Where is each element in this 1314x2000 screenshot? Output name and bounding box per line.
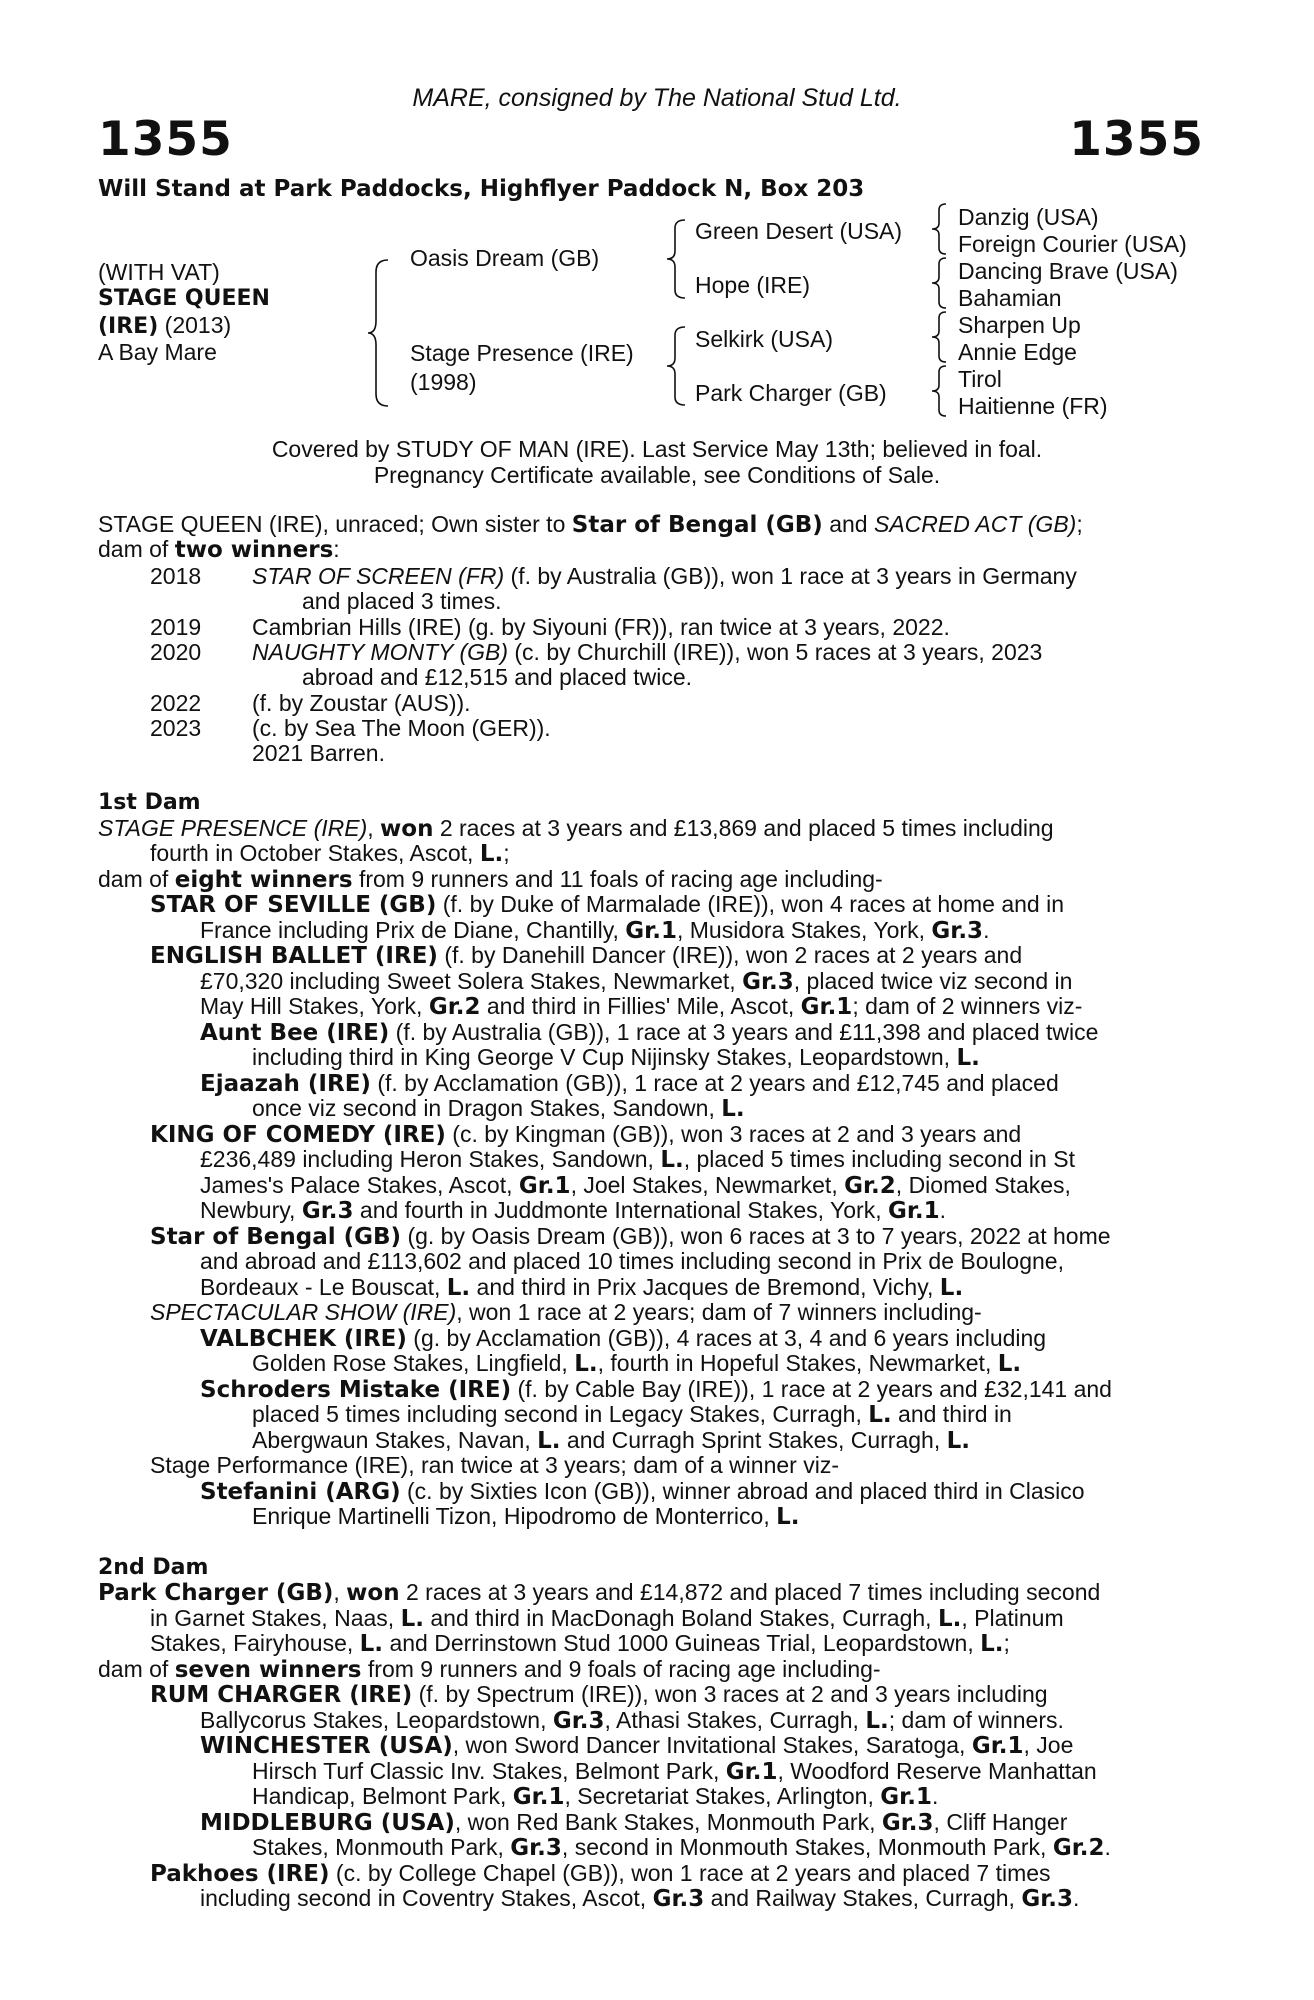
progeny-entry: WINCHESTER (USA), won Sword Dancer Invitational Stakes, Saratoga, Gr.1, Joe: [200, 1732, 1074, 1759]
grandsire-4: Bahamian: [958, 285, 1062, 311]
dam-brace-icon: [665, 325, 689, 407]
first-dam-heading: 1st Dam: [98, 790, 201, 815]
covered-line-1: Covered by STUDY OF MAN (IRE). Last Service May 13th; believed in foal.: [271, 436, 1043, 462]
produce-year: 2020: [150, 639, 202, 665]
g-brace-1-icon: [930, 202, 950, 256]
g-brace-4-icon: [930, 364, 950, 418]
second-dam-line: Park Charger (GB), won 2 races at 3 years and £14,872 and placed 7 times including second: [98, 1579, 1101, 1606]
covered-line-2: Pregnancy Certificate available, see Conditions of Sale.: [373, 462, 941, 488]
grandsire-1: Danzig (USA): [958, 204, 1099, 230]
progeny-entry: KING OF COMEDY (IRE) (c. by Kingman (GB)), won 3 races at 2 and 3 years and: [150, 1121, 1022, 1148]
produce-year: 2022: [150, 690, 202, 716]
progeny-entry-cont: May Hill Stakes, York, Gr.2 and third in Fillies' Mile, Ascot, Gr.1; dam of 2 winners viz-: [200, 993, 1083, 1020]
progeny-entry-cont: including second in Coventry Stakes, Ascot, Gr.3 and Railway Stakes, Curragh, Gr.3.: [200, 1885, 1080, 1912]
grandsire-7: Tirol: [958, 366, 1002, 392]
g-brace-3-icon: [930, 310, 950, 364]
progeny-entry-cont: £70,320 including Sweet Solera Stakes, Newmarket, Gr.3, placed twice viz second in: [200, 968, 1073, 995]
produce-entry: (c. by Sea The Moon (GER)).: [252, 715, 551, 741]
produce-entry-cont: and placed 3 times.: [302, 588, 502, 614]
second-dam-heading: 2nd Dam: [98, 1555, 209, 1580]
sire-brace-icon: [665, 218, 689, 300]
progeny-entry: MIDDLEBURG (USA), won Red Bank Stakes, Monmouth Park, Gr.3, Cliff Hanger: [200, 1809, 1068, 1836]
progeny-entry: Stage Performance (IRE), ran twice at 3 years; dam of a winner viz-: [150, 1452, 839, 1478]
barren-note: 2021 Barren.: [252, 740, 385, 766]
progeny-entry-cont: including third in King George V Cup Nijinsky Stakes, Leopardstown, L.: [252, 1044, 980, 1071]
produce-year: 2018: [150, 563, 202, 589]
sire: Oasis Dream (GB): [410, 245, 600, 271]
progeny-entry-cont: Golden Rose Stakes, Lingfield, L., fourth in Hopeful Stakes, Newmarket, L.: [252, 1350, 1022, 1377]
progeny-entry: STAR OF SEVILLE (GB) (f. by Duke of Marmalade (IRE)), won 4 races at home and in: [150, 891, 1065, 918]
lot-number-left: 1355: [98, 112, 233, 167]
progeny-entry-cont: placed 5 times including second in Legacy Stakes, Curragh, L. and third in: [252, 1401, 1012, 1428]
horse-description: A Bay Mare: [98, 339, 217, 365]
main-brace-icon: [366, 258, 392, 408]
dam: Stage Presence (IRE): [410, 340, 634, 366]
first-dam-line: fourth in October Stakes, Ascot, L.;: [150, 840, 510, 867]
progeny-entry-cont: Hirsch Turf Classic Inv. Stakes, Belmont Park, Gr.1, Woodford Reserve Manhattan: [252, 1758, 1097, 1785]
second-dam-line: in Garnet Stakes, Naas, L. and third in MacDonagh Boland Stakes, Curragh, L., Platinum: [150, 1605, 1064, 1632]
horse-country-year: [98, 312, 231, 340]
progeny-entry-cont: Abergwaun Stakes, Navan, L. and Curragh Sprint Stakes, Curragh, L.: [252, 1427, 971, 1454]
produce-year: 2023: [150, 715, 202, 741]
produce-year: 2019: [150, 614, 202, 640]
progeny-entry-cont: Enrique Martinelli Tizon, Hipodromo de Monterrico, L.: [252, 1503, 800, 1530]
progeny-entry: ENGLISH BALLET (IRE) (f. by Danehill Dancer (IRE)), won 2 races at 2 years and: [150, 942, 1023, 969]
vat-note: (WITH VAT): [98, 259, 220, 285]
sire-dam: Hope (IRE): [695, 272, 811, 298]
progeny-entry: Schroders Mistake (IRE) (f. by Cable Bay (IRE)), 1 race at 2 years and £32,141 and: [200, 1376, 1112, 1403]
progeny-entry: Star of Bengal (GB) (g. by Oasis Dream (GB)), won 6 races at 3 to 7 years, 2022 at home: [150, 1223, 1111, 1250]
first-dam-line: STAGE PRESENCE (IRE), won 2 races at 3 years and £13,869 and placed 5 times including: [98, 815, 1054, 842]
progeny-entry-cont: James's Palace Stakes, Ascot, Gr.1, Joel Stakes, Newmarket, Gr.2, Diomed Stakes,: [200, 1172, 1071, 1199]
progeny-entry: VALBCHEK (IRE) (g. by Acclamation (GB)), 4 races at 3, 4 and 6 years including: [200, 1325, 1047, 1352]
produce-entry: (f. by Zoustar (AUS)).: [252, 690, 471, 716]
lot-number-right: 1355: [1069, 112, 1204, 167]
progeny-entry-cont: and abroad and £113,602 and placed 10 times including second in Prix de Boulogne,: [200, 1248, 1064, 1274]
progeny-entry: Aunt Bee (IRE) (f. by Australia (GB)), 1 race at 3 years and £11,398 and placed twice: [200, 1019, 1099, 1046]
progeny-entry: Ejaazah (IRE) (f. by Acclamation (GB)), 1 race at 2 years and £12,745 and placed: [200, 1070, 1059, 1097]
produce-entry: STAR OF SCREEN (FR) (f. by Australia (GB)), won 1 race at 3 years in Germany: [252, 563, 1077, 589]
produce-entry-cont: abroad and £12,515 and placed twice.: [302, 664, 693, 690]
grandsire-3: Dancing Brave (USA): [958, 258, 1178, 284]
progeny-entry-cont: Stakes, Monmouth Park, Gr.3, second in Monmouth Stakes, Monmouth Park, Gr.2.: [252, 1834, 1111, 1861]
g-brace-2-icon: [930, 256, 950, 310]
progeny-entry-cont: £236,489 including Heron Stakes, Sandown, L., placed 5 times including second in St: [200, 1146, 1075, 1173]
second-dam-line: Stakes, Fairyhouse, L. and Derrinstown Stud 1000 Guineas Trial, Leopardstown, L.;: [150, 1630, 1010, 1657]
second-dam-line: dam of seven winners from 9 runners and 9 foals of racing age including-: [98, 1656, 881, 1683]
progeny-entry-cont: France including Prix de Diane, Chantilly, Gr.1, Musidora Stakes, York, Gr.3.: [200, 917, 990, 944]
produce-entry: Cambrian Hills (IRE) (g. by Siyouni (FR)), ran twice at 3 years, 2022.: [252, 614, 950, 640]
grandsire-6: Annie Edge: [958, 339, 1077, 365]
progeny-entry: Pakhoes (IRE) (c. by College Chapel (GB)), won 1 race at 2 years and placed 7 times: [150, 1860, 1051, 1887]
horse-name: STAGE QUEEN: [98, 286, 270, 311]
horse-country: (IRE): [98, 314, 159, 339]
progeny-entry: SPECTACULAR SHOW (IRE), won 1 race at 2 years; dam of 7 winners including-: [150, 1299, 982, 1325]
progeny-entry-cont: Newbury, Gr.3 and fourth in Juddmonte International Stakes, York, Gr.1.: [200, 1197, 947, 1224]
sire-sire: Green Desert (USA): [695, 218, 903, 244]
intro-line-2: dam of two winners:: [98, 536, 340, 563]
dam-sire: Selkirk (USA): [695, 326, 834, 352]
progeny-entry: Stefanini (ARG) (c. by Sixties Icon (GB)), winner abroad and placed third in Clasico: [200, 1478, 1085, 1505]
dam-year: (1998): [410, 369, 477, 395]
horse-year: (2013): [164, 312, 232, 338]
grandsire-5: Sharpen Up: [958, 312, 1081, 338]
progeny-entry-cont: once viz second in Dragon Stakes, Sandown, L.: [252, 1095, 745, 1122]
first-dam-line: dam of eight winners from 9 runners and 11 foals of racing age including-: [98, 866, 883, 893]
progeny-entry-cont: Ballycorus Stakes, Leopardstown, Gr.3, Athasi Stakes, Curragh, L.; dam of winners.: [200, 1707, 1064, 1734]
dam-dam: Park Charger (GB): [695, 380, 887, 406]
consignor-line: MARE, consigned by The National Stud Ltd.: [412, 84, 902, 112]
grandsire-2: Foreign Courier (USA): [958, 231, 1187, 257]
stabling-location: Will Stand at Park Paddocks, Highflyer Paddock N, Box 203: [98, 176, 865, 202]
intro-line-1: STAGE QUEEN (IRE), unraced; Own sister to Star of Bengal (GB) and SACRED ACT (GB);: [98, 511, 1083, 538]
grandsire-8: Haitienne (FR): [958, 393, 1108, 419]
progeny-entry-cont: Handicap, Belmont Park, Gr.1, Secretariat Stakes, Arlington, Gr.1.: [252, 1783, 939, 1810]
progeny-entry-cont: Bordeaux - Le Bouscat, L. and third in Prix Jacques de Bremond, Vichy, L.: [200, 1274, 964, 1301]
produce-entry: NAUGHTY MONTY (GB) (c. by Churchill (IRE)), won 5 races at 3 years, 2023: [252, 639, 1043, 665]
progeny-entry: RUM CHARGER (IRE) (f. by Spectrum (IRE)), won 3 races at 2 and 3 years including: [150, 1681, 1048, 1708]
